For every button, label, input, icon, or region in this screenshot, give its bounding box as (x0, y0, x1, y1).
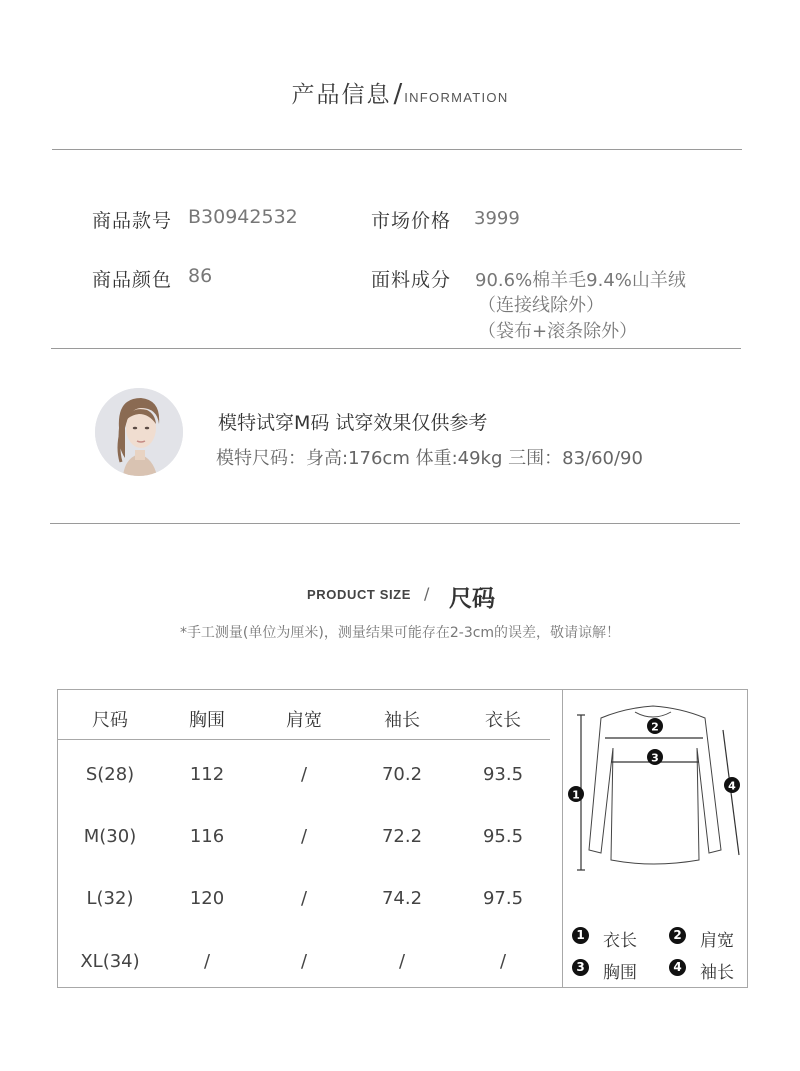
cell-shoulder: / (300, 951, 308, 972)
header-size: 尺码 (92, 710, 128, 731)
cell-length: 93.5 (482, 764, 524, 785)
style-no-label: 商品款号 (92, 210, 173, 232)
color-label: 商品颜色 (92, 269, 173, 291)
legend-badge-1: 1 (572, 927, 589, 944)
info-title-slash: / (393, 79, 403, 109)
svg-text:3: 3 (651, 751, 659, 765)
cell-length: / (499, 951, 507, 972)
model-fit-title: 模特试穿M码 试穿效果仅供参考 (218, 412, 488, 434)
legend-label-1: 衣长 (603, 931, 637, 951)
cell-bust: 112 (189, 764, 225, 785)
svg-text:2: 2 (651, 720, 659, 734)
cell-length: 95.5 (482, 826, 524, 847)
fabric-line-1: 90.6%棉羊毛9.4%山羊绒 (475, 270, 686, 291)
size-title-slash: / (424, 584, 430, 603)
diagram-marker-1 (568, 786, 584, 802)
legend-badge-3: 3 (572, 959, 589, 976)
fabric-label: 面料成分 (371, 269, 452, 291)
model-measurements: 模特尺码：身高:176cm 体重:49kg 三围：83/60/90 (216, 448, 643, 469)
divider-bottom (50, 523, 740, 524)
cell-sleeve: 72.2 (381, 826, 423, 847)
style-no-value: B30942532 (188, 206, 298, 228)
cell-length: 97.5 (482, 888, 524, 909)
color-value: 86 (188, 265, 213, 287)
legend-badge-4: 4 (669, 959, 686, 976)
cell-shoulder: / (300, 888, 308, 909)
cell-size: M(30) (83, 826, 137, 847)
cell-bust: 116 (189, 826, 225, 847)
legend-label-4: 袖长 (700, 963, 734, 983)
fabric-line-2: （连接线除外） (478, 295, 604, 316)
legend-label-2: 肩宽 (700, 931, 734, 951)
model-portrait-icon (95, 388, 183, 476)
cell-size: L(32) (86, 888, 134, 909)
garment-diagram (563, 690, 747, 900)
info-heading (0, 76, 800, 109)
divider-middle (51, 348, 741, 349)
cell-sleeve: 70.2 (381, 764, 423, 785)
header-shoulder: 肩宽 (286, 710, 322, 731)
info-title-en: INFORMATION (404, 90, 509, 105)
diagram-marker-3 (647, 749, 663, 765)
header-bust: 胸围 (189, 710, 225, 731)
size-title-en: PRODUCT SIZE (307, 587, 411, 602)
diagram-marker-4 (724, 777, 740, 793)
price-label: 市场价格 (371, 210, 452, 232)
diagram-marker-2 (647, 718, 663, 734)
svg-text:4: 4 (728, 779, 736, 793)
cell-bust: 120 (189, 888, 225, 909)
cell-sleeve: 74.2 (381, 888, 423, 909)
cell-sleeve: / (398, 951, 406, 972)
cell-size: S(28) (85, 764, 135, 785)
price-value: 3999 (474, 208, 520, 229)
cell-shoulder: / (300, 826, 308, 847)
info-title-cn: 产品信息 (291, 82, 392, 108)
divider-top (52, 149, 742, 150)
table-header-rule (58, 739, 550, 740)
fabric-line-3: （袋布+滚条除外） (478, 321, 638, 342)
legend-label-3: 胸围 (603, 963, 637, 983)
header-length: 衣长 (485, 710, 521, 731)
size-note: *手工测量(单位为厘米)，测量结果可能存在2-3cm的误差，敬请谅解！ (179, 625, 621, 641)
model-avatar (95, 388, 183, 476)
cell-size: XL(34) (80, 951, 140, 972)
header-sleeve: 袖长 (384, 710, 420, 731)
cell-shoulder: / (300, 764, 308, 785)
cell-bust: / (203, 951, 211, 972)
svg-text:1: 1 (572, 788, 580, 802)
size-title-cn: 尺码 (449, 586, 495, 612)
legend-badge-2: 2 (669, 927, 686, 944)
